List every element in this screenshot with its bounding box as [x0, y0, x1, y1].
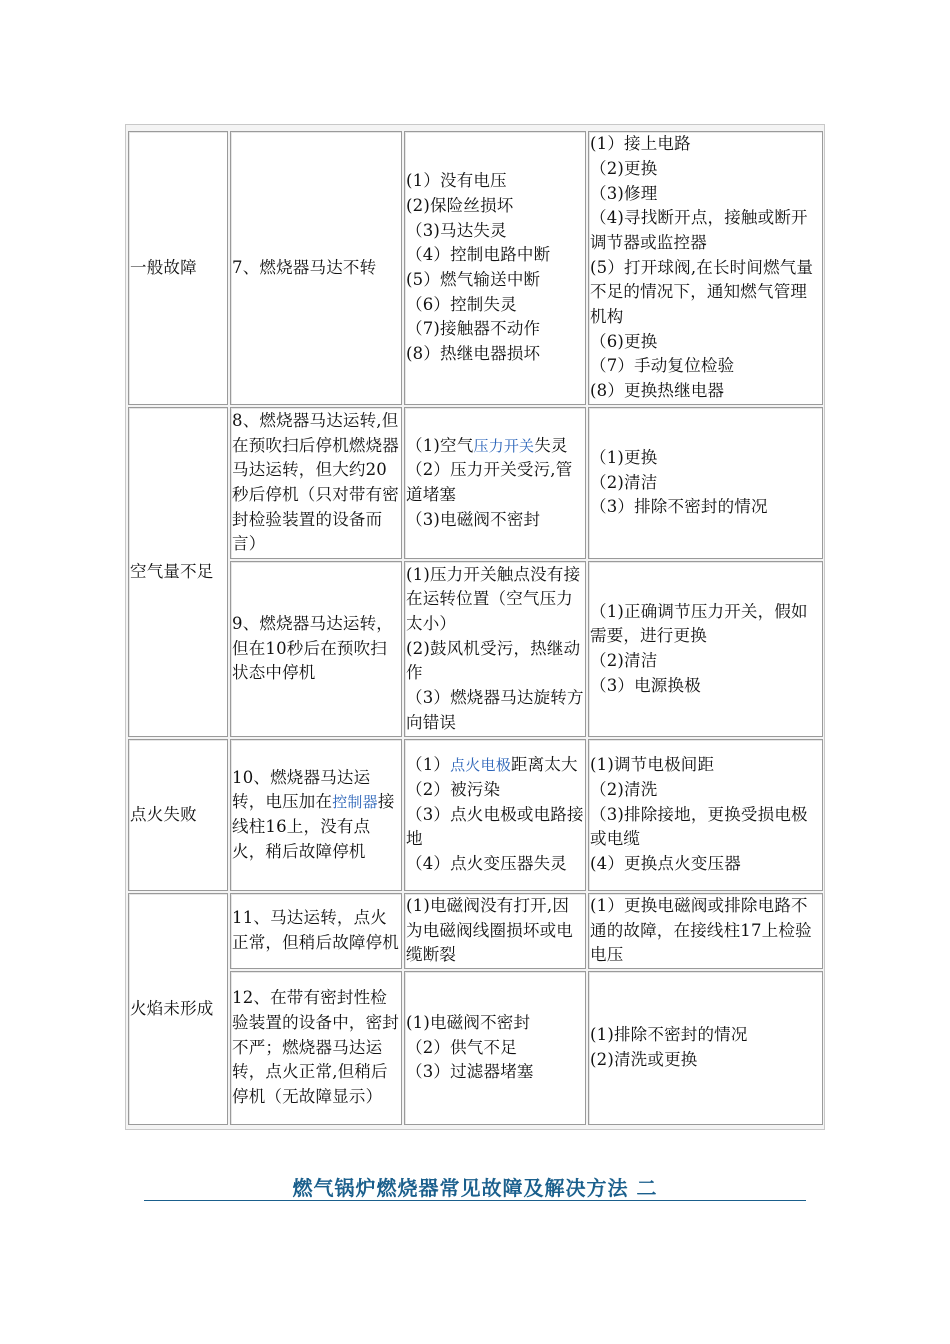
- fault-text-pre: 10、燃烧器马达运转，电压加在: [232, 767, 371, 812]
- fault-text: 11、马达运转，点火正常，但稍后故障停机: [232, 908, 399, 952]
- fault-cell-12: [230, 971, 402, 1125]
- solution-text: （1)更换 （2)清洁 （3）排除不密封的情况: [590, 447, 768, 517]
- solution-text: （1)正确调节压力开关，假如需要，进行更换 （2)清洁 （3）电源换极: [590, 601, 808, 695]
- cause-cell-7: [404, 131, 586, 405]
- cause-cell-10: [404, 739, 586, 891]
- fault-cell-8: [230, 407, 402, 559]
- fault-table: [125, 124, 825, 1130]
- fault-cell-9: [230, 561, 402, 737]
- fault-text: [231, 766, 401, 865]
- category-cell-flame: [128, 893, 228, 1125]
- solution-cell-10: [588, 739, 823, 891]
- category-label: 点火失败: [130, 804, 197, 824]
- cause-cell-9: [404, 561, 586, 737]
- fault-cell-10: [230, 739, 402, 891]
- cause-text-pre: （1)空气: [406, 435, 474, 455]
- fault-text-post: 接线柱16上，没有点火，稍后故障停机: [232, 792, 395, 861]
- ignition-electrode-link[interactable]: 点火电极: [450, 756, 511, 775]
- solution-cell-11: [588, 893, 823, 969]
- solution-text: (1)调节电极间距 （2)清洗 （3)排除接地，更换受损电极或电缆 (4）更换点火变压器: [590, 755, 808, 874]
- solution-cell-12: [588, 971, 823, 1125]
- solution-text: (1）接上电路 （2)更换 （3)修理 （4)寻找断开点，接触或断开调节器或监控器 (5）打开球阀,在长时间燃气量不足的情况下，通知燃气管理机构 （6)更换 （7）手动复位检验 (8）更换热继电器: [590, 134, 814, 401]
- cause-text-post: 失灵 （2）压力开关受污,管道堵塞 （3)电磁阀不密封: [406, 435, 573, 529]
- pressure-switch-link[interactable]: 压力开关: [473, 436, 535, 455]
- cause-text: (1）没有电压 (2)保险丝损坏 （3)马达失灵 （4）控制电路中断 (5）燃气输送中断 （6）控制失灵 （7)接触器不动作 (8）热继电器损坏: [406, 171, 551, 364]
- category-label: 火焰未形成: [130, 998, 214, 1018]
- category-cell-air: [128, 407, 228, 737]
- solution-text: (1）更换电磁阀或排除电路不通的故障，在接线柱17上检验电压: [590, 895, 812, 965]
- category-cell-general: [128, 131, 228, 405]
- cause-cell-12: [404, 971, 586, 1125]
- fault-text: 9、燃烧器马达运转，但在10秒后在预吹扫状态中停机: [232, 613, 393, 683]
- cause-text: (1)电磁阀不密封 （2）供气不足 （3）过滤器堵塞: [406, 1012, 534, 1082]
- cause-cell-8: [404, 407, 586, 559]
- cause-text: (1)电磁阀没有打开,因为电磁阀线圈损坏或电缆断裂: [406, 895, 573, 965]
- fault-text: 12、在带有密封性检验装置的设备中，密封不严；燃烧器马达运转，点火正常,但稍后停机（无故障显示）: [232, 988, 399, 1107]
- section-title: 燃气锅炉燃烧器常见故障及解决方法 二: [292, 1176, 658, 1200]
- category-label: 一般故障: [130, 257, 197, 277]
- solution-cell-9: [588, 561, 823, 737]
- cause-text: (1)压力开关触点没有接在运转位置（空气压力太小） (2)鼓风机受污，热继动作 （3）燃烧器马达旋转方向错误: [406, 564, 584, 732]
- cause-text-post: 距离太大 （2）被污染 （3）点火电极或电路接地 （4）点火变压器失灵: [406, 755, 584, 874]
- cause-cell-11: [404, 893, 586, 969]
- solution-cell-7: [588, 131, 823, 405]
- category-cell-ignition: [128, 739, 228, 891]
- title-underline: [144, 1200, 806, 1201]
- solution-cell-8: [588, 407, 823, 559]
- fault-cell-7: [230, 131, 402, 405]
- category-label: 空气量不足: [130, 561, 214, 581]
- cause-text: [405, 753, 585, 877]
- fault-text: 7、燃烧器马达不转: [232, 257, 377, 277]
- solution-text: (1)排除不密封的情况 (2)清洗或更换: [590, 1025, 748, 1069]
- fault-text: 8、燃烧器马达运转,但在预吹扫后停机燃烧器马达运转，但大约20秒后停机（只对带有密封检验装置的设备而言）: [232, 410, 399, 554]
- cause-text: [405, 434, 585, 533]
- fault-cell-11: [230, 893, 402, 969]
- controller-link[interactable]: 控制器: [332, 793, 378, 812]
- cause-text-pre: （1）: [406, 755, 451, 775]
